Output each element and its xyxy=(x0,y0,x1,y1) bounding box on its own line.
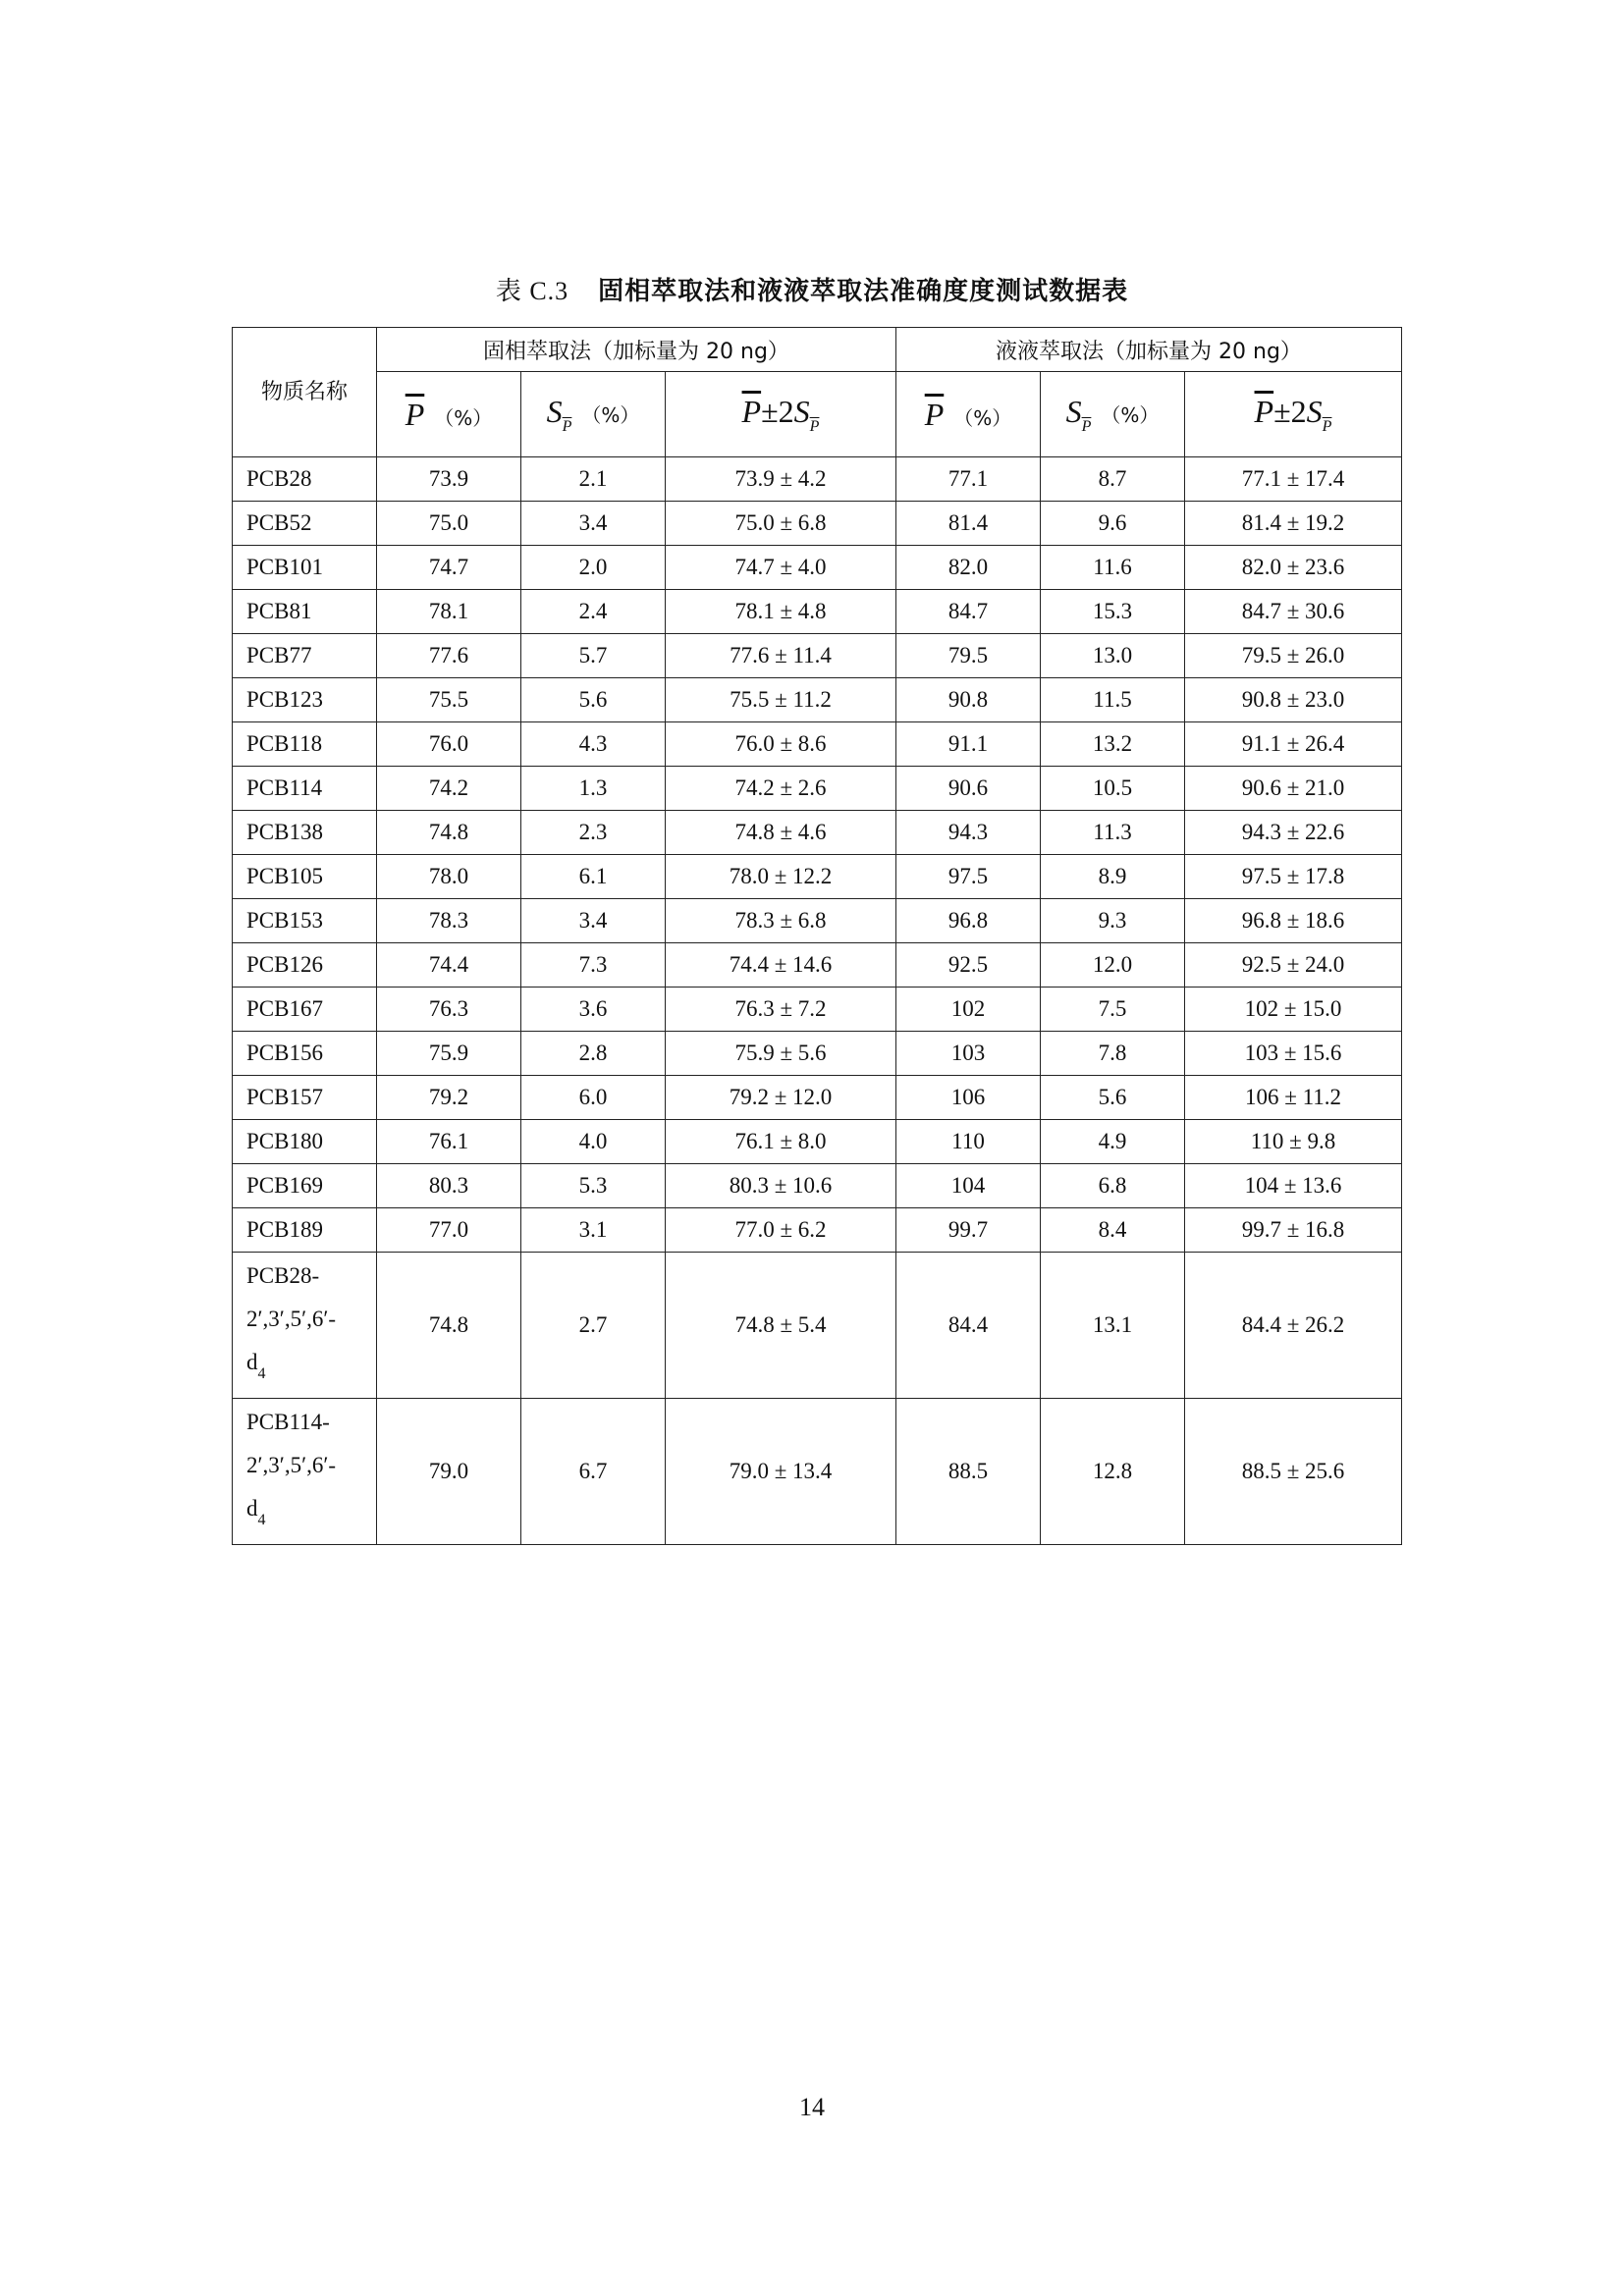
lle-p-cell: 84.7 xyxy=(896,590,1041,634)
row-name: PCB118 xyxy=(233,722,377,767)
spe-p-cell: 74.7 xyxy=(377,546,521,590)
spe-range-cell: 80.3 ± 10.6 xyxy=(666,1164,896,1208)
lle-s-cell: 13.0 xyxy=(1041,634,1185,678)
spe-range-cell: 78.1 ± 4.8 xyxy=(666,590,896,634)
spe-range-cell: 74.8 ± 4.6 xyxy=(666,811,896,855)
lle-s-cell: 9.6 xyxy=(1041,502,1185,546)
lle-p-cell: 99.7 xyxy=(896,1208,1041,1253)
lle-p-cell: 92.5 xyxy=(896,943,1041,988)
lle-s-cell: 10.5 xyxy=(1041,767,1185,811)
spe-p-cell: 73.9 xyxy=(377,457,521,502)
table-row xyxy=(233,943,1402,988)
lle-range-cell: 110 ± 9.8 xyxy=(1185,1120,1402,1164)
spe-range-cell: 74.2 ± 2.6 xyxy=(666,767,896,811)
spe-p-cell: 76.1 xyxy=(377,1120,521,1164)
lle-p-cell: 84.4 xyxy=(896,1253,1041,1399)
row-name: PCB114 xyxy=(233,767,377,811)
spe-range-cell: 75.5 ± 11.2 xyxy=(666,678,896,722)
lle-p-cell: 91.1 xyxy=(896,722,1041,767)
table-row xyxy=(233,855,1402,899)
spe-p-cell: 74.8 xyxy=(377,811,521,855)
row-name: PCB138 xyxy=(233,811,377,855)
lle-range-cell: 90.8 ± 23.0 xyxy=(1185,678,1402,722)
lle-s-cell: 11.5 xyxy=(1041,678,1185,722)
spe-range-cell: 74.7 ± 4.0 xyxy=(666,546,896,590)
lle-range-cell: 81.4 ± 19.2 xyxy=(1185,502,1402,546)
table-row xyxy=(233,1120,1402,1164)
lle-range-cell: 84.4 ± 26.2 xyxy=(1185,1253,1402,1399)
spe-s-cell: 2.7 xyxy=(521,1253,666,1399)
lle-s-cell: 8.9 xyxy=(1041,855,1185,899)
spe-p-cell: 79.0 xyxy=(377,1399,521,1545)
spe-s-header: $S_{\overline{P}}$ （%） xyxy=(521,372,666,457)
lle-s-cell: 5.6 xyxy=(1041,1076,1185,1120)
spe-s-cell: 2.1 xyxy=(521,457,666,502)
row-name: PCB123 xyxy=(233,678,377,722)
spe-s-cell: 4.0 xyxy=(521,1120,666,1164)
row-name: PCB77 xyxy=(233,634,377,678)
spe-s-cell: 1.3 xyxy=(521,767,666,811)
table-row xyxy=(233,634,1402,678)
spe-p-cell: 77.6 xyxy=(377,634,521,678)
lle-p-cell: 103 xyxy=(896,1032,1041,1076)
spe-s-cell: 3.4 xyxy=(521,899,666,943)
lle-range-cell: 106 ± 11.2 xyxy=(1185,1076,1402,1120)
spe-s-cell: 3.4 xyxy=(521,502,666,546)
row-name: PCB126 xyxy=(233,943,377,988)
table-caption: 固相萃取法和液液萃取法准确度度测试数据表 xyxy=(598,277,1129,306)
spe-s-cell: 3.6 xyxy=(521,988,666,1032)
lle-s-header: $S_{\overline{P}}$ （%） xyxy=(1041,372,1185,457)
spe-p-cell: 78.1 xyxy=(377,590,521,634)
lle-p-header: $\overline{P}$ （%） xyxy=(896,372,1041,457)
spe-p-cell: 78.0 xyxy=(377,855,521,899)
lle-p-cell: 94.3 xyxy=(896,811,1041,855)
spe-p-cell: 76.3 xyxy=(377,988,521,1032)
lle-p-cell: 90.8 xyxy=(896,678,1041,722)
lle-s-cell: 12.0 xyxy=(1041,943,1185,988)
spe-range-cell: 77.6 ± 11.4 xyxy=(666,634,896,678)
lle-range-cell: 96.8 ± 18.6 xyxy=(1185,899,1402,943)
table-row xyxy=(233,899,1402,943)
row-name: PCB169 xyxy=(233,1164,377,1208)
table-row xyxy=(233,811,1402,855)
spe-s-cell: 6.7 xyxy=(521,1399,666,1545)
spe-s-cell: 4.3 xyxy=(521,722,666,767)
lle-p-cell: 102 xyxy=(896,988,1041,1032)
lle-s-cell: 6.8 xyxy=(1041,1164,1185,1208)
lle-p-cell: 88.5 xyxy=(896,1399,1041,1545)
spe-range-cell: 74.4 ± 14.6 xyxy=(666,943,896,988)
row-name: PCB101 xyxy=(233,546,377,590)
table-row xyxy=(233,457,1402,502)
lle-p-cell: 90.6 xyxy=(896,767,1041,811)
lle-p-cell: 97.5 xyxy=(896,855,1041,899)
spe-range-cell: 75.0 ± 6.8 xyxy=(666,502,896,546)
accuracy-table xyxy=(232,327,1402,1545)
lle-p-cell: 77.1 xyxy=(896,457,1041,502)
spe-p-cell: 79.2 xyxy=(377,1076,521,1120)
lle-range-cell: 88.5 ± 25.6 xyxy=(1185,1399,1402,1545)
name-header: 物质名称 xyxy=(233,328,377,457)
lle-s-cell: 7.8 xyxy=(1041,1032,1185,1076)
spe-s-cell: 3.1 xyxy=(521,1208,666,1253)
spe-group-header: 固相萃取法（加标量为 20 ng） xyxy=(377,328,896,372)
lle-s-cell: 15.3 xyxy=(1041,590,1185,634)
spe-p-header: $\overline{P}$ （%） xyxy=(377,372,521,457)
lle-range-cell: 77.1 ± 17.4 xyxy=(1185,457,1402,502)
table-row xyxy=(233,1399,1402,1545)
spe-range-cell: 77.0 ± 6.2 xyxy=(666,1208,896,1253)
lle-s-cell: 4.9 xyxy=(1041,1120,1185,1164)
spe-range-cell: 79.2 ± 12.0 xyxy=(666,1076,896,1120)
row-name: PCB156 xyxy=(233,1032,377,1076)
table-row xyxy=(233,1253,1402,1399)
spe-p-cell: 74.8 xyxy=(377,1253,521,1399)
spe-p-cell: 75.0 xyxy=(377,502,521,546)
table-row xyxy=(233,767,1402,811)
lle-s-cell: 11.3 xyxy=(1041,811,1185,855)
lle-range-cell: 90.6 ± 21.0 xyxy=(1185,767,1402,811)
spe-p-cell: 75.5 xyxy=(377,678,521,722)
spe-s-cell: 5.7 xyxy=(521,634,666,678)
lle-s-cell: 11.6 xyxy=(1041,546,1185,590)
spe-p-cell: 80.3 xyxy=(377,1164,521,1208)
row-name: PCB180 xyxy=(233,1120,377,1164)
lle-s-cell: 8.7 xyxy=(1041,457,1185,502)
lle-p-cell: 79.5 xyxy=(896,634,1041,678)
lle-range-header: $\overline{P}\pm 2S_{\overline{P}}$ xyxy=(1185,372,1402,457)
row-name: PCB189 xyxy=(233,1208,377,1253)
lle-s-cell: 13.1 xyxy=(1041,1253,1185,1399)
spe-s-cell: 2.8 xyxy=(521,1032,666,1076)
spe-s-cell: 2.3 xyxy=(521,811,666,855)
page-number: 14 xyxy=(799,2093,825,2121)
spe-range-cell: 76.3 ± 7.2 xyxy=(666,988,896,1032)
spe-p-cell: 74.4 xyxy=(377,943,521,988)
table-row xyxy=(233,546,1402,590)
spe-s-cell: 6.1 xyxy=(521,855,666,899)
spe-range-cell: 78.3 ± 6.8 xyxy=(666,899,896,943)
spe-range-cell: 73.9 ± 4.2 xyxy=(666,457,896,502)
spe-range-cell: 74.8 ± 5.4 xyxy=(666,1253,896,1399)
lle-range-cell: 103 ± 15.6 xyxy=(1185,1032,1402,1076)
table-row xyxy=(233,722,1402,767)
spe-range-cell: 76.1 ± 8.0 xyxy=(666,1120,896,1164)
row-name: PCB105 xyxy=(233,855,377,899)
table-row xyxy=(233,678,1402,722)
lle-range-cell: 97.5 ± 17.8 xyxy=(1185,855,1402,899)
row-name: PCB81 xyxy=(233,590,377,634)
row-name: PCB157 xyxy=(233,1076,377,1120)
table-row xyxy=(233,1208,1402,1253)
row-name: PCB167 xyxy=(233,988,377,1032)
lle-s-cell: 8.4 xyxy=(1041,1208,1185,1253)
lle-range-cell: 99.7 ± 16.8 xyxy=(1185,1208,1402,1253)
spe-s-cell: 5.3 xyxy=(521,1164,666,1208)
table-row xyxy=(233,590,1402,634)
lle-p-cell: 81.4 xyxy=(896,502,1041,546)
row-name: PCB52 xyxy=(233,502,377,546)
table-row xyxy=(233,1164,1402,1208)
lle-group-header: 液液萃取法（加标量为 20 ng） xyxy=(896,328,1402,372)
row-name: PCB114- 2′,3′,5′,6′- $d_4$ xyxy=(233,1399,377,1545)
spe-s-cell: 2.4 xyxy=(521,590,666,634)
spe-range-cell: 75.9 ± 5.6 xyxy=(666,1032,896,1076)
lle-p-cell: 96.8 xyxy=(896,899,1041,943)
lle-p-cell: 106 xyxy=(896,1076,1041,1120)
lle-p-cell: 82.0 xyxy=(896,546,1041,590)
table-row xyxy=(233,502,1402,546)
lle-range-cell: 104 ± 13.6 xyxy=(1185,1164,1402,1208)
lle-s-cell: 13.2 xyxy=(1041,722,1185,767)
spe-range-cell: 79.0 ± 13.4 xyxy=(666,1399,896,1545)
row-name: PCB28 xyxy=(233,457,377,502)
table-title xyxy=(0,271,1624,307)
lle-p-cell: 104 xyxy=(896,1164,1041,1208)
lle-p-cell: 110 xyxy=(896,1120,1041,1164)
table-row xyxy=(233,1076,1402,1120)
row-name: PCB153 xyxy=(233,899,377,943)
table-row xyxy=(233,1032,1402,1076)
lle-range-cell: 79.5 ± 26.0 xyxy=(1185,634,1402,678)
lle-s-cell: 12.8 xyxy=(1041,1399,1185,1545)
spe-p-cell: 75.9 xyxy=(377,1032,521,1076)
lle-s-cell: 9.3 xyxy=(1041,899,1185,943)
spe-s-cell: 2.0 xyxy=(521,546,666,590)
lle-s-cell: 7.5 xyxy=(1041,988,1185,1032)
lle-range-cell: 84.7 ± 30.6 xyxy=(1185,590,1402,634)
spe-p-cell: 74.2 xyxy=(377,767,521,811)
spe-s-cell: 5.6 xyxy=(521,678,666,722)
lle-range-cell: 92.5 ± 24.0 xyxy=(1185,943,1402,988)
lle-range-cell: 94.3 ± 22.6 xyxy=(1185,811,1402,855)
lle-range-cell: 91.1 ± 26.4 xyxy=(1185,722,1402,767)
lle-range-cell: 102 ± 15.0 xyxy=(1185,988,1402,1032)
spe-p-cell: 76.0 xyxy=(377,722,521,767)
row-name: PCB28- 2′,3′,5′,6′- $d_4$ xyxy=(233,1253,377,1399)
spe-range-cell: 78.0 ± 12.2 xyxy=(666,855,896,899)
table-code: 表 C.3 xyxy=(495,277,569,305)
spe-range-cell: 76.0 ± 8.6 xyxy=(666,722,896,767)
spe-range-header: $\overline{P}\pm 2S_{\overline{P}}$ xyxy=(666,372,896,457)
spe-s-cell: 6.0 xyxy=(521,1076,666,1120)
lle-range-cell: 82.0 ± 23.6 xyxy=(1185,546,1402,590)
spe-p-cell: 77.0 xyxy=(377,1208,521,1253)
spe-p-cell: 78.3 xyxy=(377,899,521,943)
spe-s-cell: 7.3 xyxy=(521,943,666,988)
table-row xyxy=(233,988,1402,1032)
